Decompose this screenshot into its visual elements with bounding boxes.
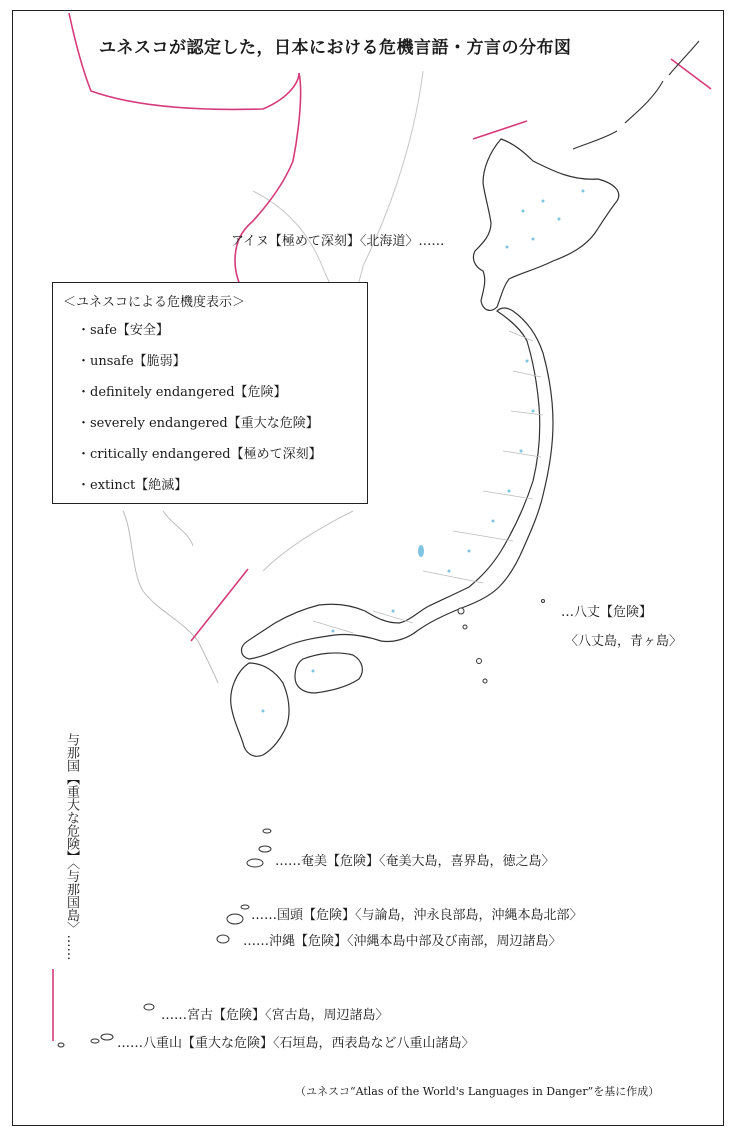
label-yonaguni: 与那国【重大な危険】〈与那国島〉……	[64, 733, 79, 961]
shikoku	[295, 653, 362, 693]
pink-boundaries	[53, 13, 711, 1041]
legend-item-definitely-endangered: ・definitely endangered【危険】	[77, 385, 287, 400]
legend-item-critically-endangered: ・critically endangered【極めて深刻】	[77, 447, 322, 462]
japan-map	[13, 11, 724, 1126]
legend-title: ＜ユネスコによる危機度表示＞	[63, 295, 246, 310]
label-amami: ……奄美【危険】〈奄美大島，喜界島，徳之島〉	[275, 854, 555, 869]
hokkaido	[473, 139, 618, 310]
label-okinawa: ……沖縄【危険】〈沖縄本島中部及び南部，周辺諸島〉	[243, 934, 562, 949]
map-frame	[12, 10, 724, 1126]
label-ainu: アイヌ【極めて深刻】〈北海道〉……	[231, 234, 445, 249]
map-title: ユネスコが認定した，日本における危機言語・方言の分布図	[99, 38, 572, 58]
kyushu	[231, 663, 289, 756]
legend-item-unsafe: ・unsafe【脆弱】	[77, 354, 186, 369]
legend-item-safe: ・safe【安全】	[77, 323, 169, 338]
danger-level-legend	[52, 282, 368, 504]
label-hachijo-islands: 〈八丈島，青ヶ島〉	[565, 634, 683, 649]
source-credit: （ユネスコ“Atlas of the World's Languages in Danger”を基に作成）	[295, 1085, 660, 1098]
legend-item-extinct: ・extinct【絶滅】	[77, 478, 188, 493]
izu-islands	[458, 600, 545, 684]
legend-list	[77, 319, 322, 505]
legend-item-severely-endangered: ・severely endangered【重大な危険】	[77, 416, 319, 431]
kuril-islands	[573, 41, 699, 149]
label-yaeyama: ……八重山【重大な危険】〈石垣島，西表島など八重山諸島〉	[117, 1036, 475, 1051]
label-hachijo-name: …八丈【危険】	[561, 605, 653, 620]
korea-outline	[123, 511, 218, 683]
label-miyako: ……宮古【危険】〈宮古島，周辺諸島〉	[161, 1008, 389, 1023]
label-kunigami: ……国頭【危険】〈与論島，沖永良部島，沖縄本島北部〉	[251, 908, 583, 923]
